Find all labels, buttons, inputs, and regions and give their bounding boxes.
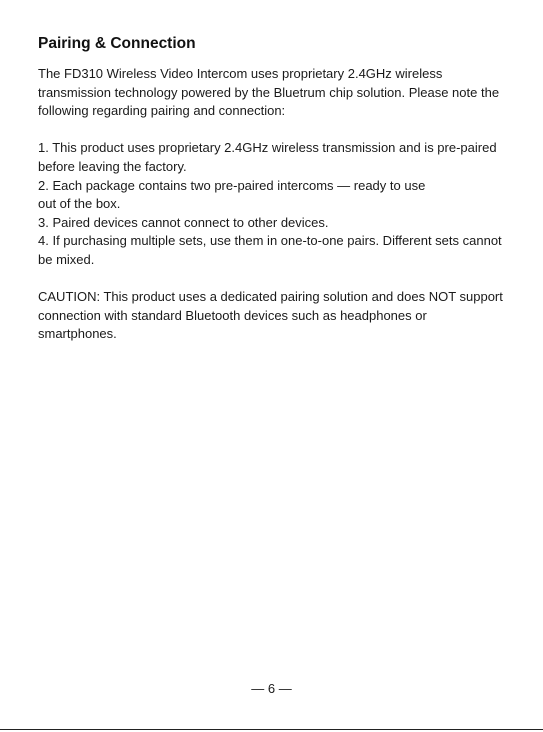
list-item: 4. If purchasing multiple sets, use them in one-to-one pairs. Different sets cannot be mixed.: [38, 233, 502, 267]
section-title: Pairing & Connection: [38, 35, 196, 52]
intro-paragraph: The FD310 Wireless Video Intercom uses proprietary 2.4GHz wireless transmission technology powered by the Bluetrum chip solution. Please note the following regarding pairing and connection:: [38, 66, 500, 119]
page-number: — 6 —: [251, 681, 292, 696]
spacer: [38, 270, 508, 289]
list-item: 1. This product uses proprietary 2.4GHz wireless transmission and is pre-paired before leaving the factory.: [38, 140, 497, 174]
notes-list: [38, 139, 508, 269]
page-content: [38, 33, 508, 344]
list-item: 2. Each package contains two pre-paired intercoms — ready to use out of the box.: [38, 177, 426, 212]
spacer: [38, 121, 508, 140]
bottom-divider: [0, 729, 543, 730]
list-item: 3. Paired devices cannot connect to other devices.: [38, 214, 329, 230]
caution-paragraph: CAUTION: This product uses a dedicated pairing solution and does NOT support connection with standard Bluetooth devices such as headphones or smartphones.: [38, 289, 503, 342]
